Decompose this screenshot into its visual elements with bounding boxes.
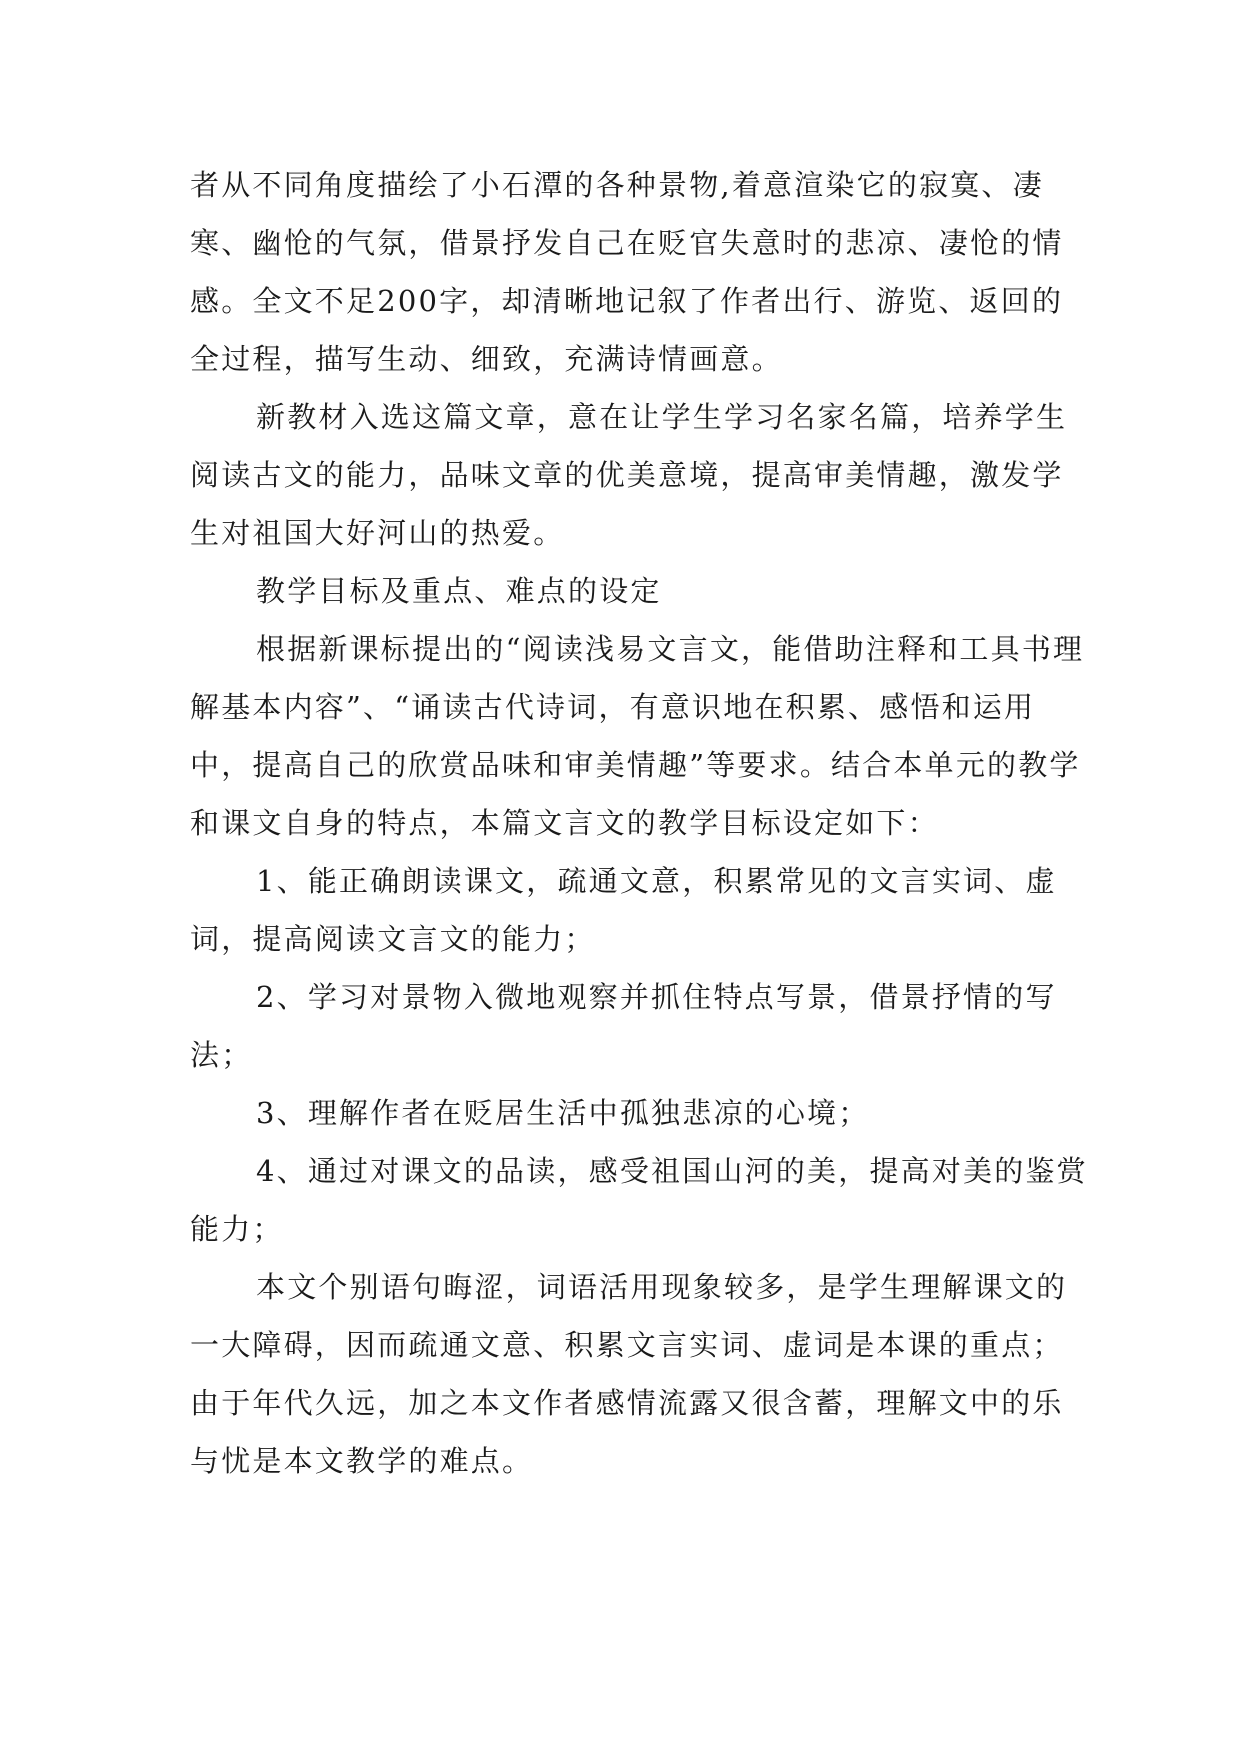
objective-item-4: 4、通过对课文的品读，感受祖国山河的美，提高对美的鉴赏能力； xyxy=(190,1154,1088,1246)
paragraph-2: 新教材入选这篇文章，意在让学生学习名家名篇，培养学生阅读古文的能力，品味文章的优美意境，提高审美情趣，激发学生对祖国大好河山的热爱。 xyxy=(190,400,1068,550)
section-heading-objectives: 教学目标及重点、难点的设定 xyxy=(256,574,662,608)
paragraph-1: 者从不同角度描绘了小石潭的各种景物,着意渲染它的寂寞、凄寒、幽怆的气氛，借景抒发自己在贬官失意时的悲凉、凄怆的情感。全文不足200字，却清晰地记叙了作者出行、游览、返回的全过程，描写生动、细致，充满诗情画意。 xyxy=(190,168,1064,376)
paragraph-4: 根据新课标提出的“阅读浅易文言文，能借助注释和工具书理解基本内容”、“诵读古代诗词，有意识地在积累、感悟和运用中，提高自己的欣赏品味和审美情趣”等要求。结合本单元的教学和课文自身的特点，本篇文言文的教学目标设定如下： xyxy=(190,632,1085,840)
objective-item-3: 3、理解作者在贬居生活中孤独悲凉的心境； xyxy=(256,1096,870,1130)
paragraph-key-points: 本文个别语句晦涩，词语活用现象较多，是学生理解课文的一大障碍，因而疏通文意、积累文言实词、虚词是本课的重点；由于年代久远，加之本文作者感情流露又很含蓄，理解文中的乐与忧是本文教学的难点。 xyxy=(190,1270,1068,1478)
objective-item-2: 2、学习对景物入微地观察并抓住特点写景，借景抒情的写法； xyxy=(190,980,1057,1072)
objective-item-1: 1、能正确朗读课文，疏通文意，积累常见的文言实词、虚词，提高阅读文言文的能力； xyxy=(190,864,1057,956)
document-body xyxy=(190,156,1090,1490)
